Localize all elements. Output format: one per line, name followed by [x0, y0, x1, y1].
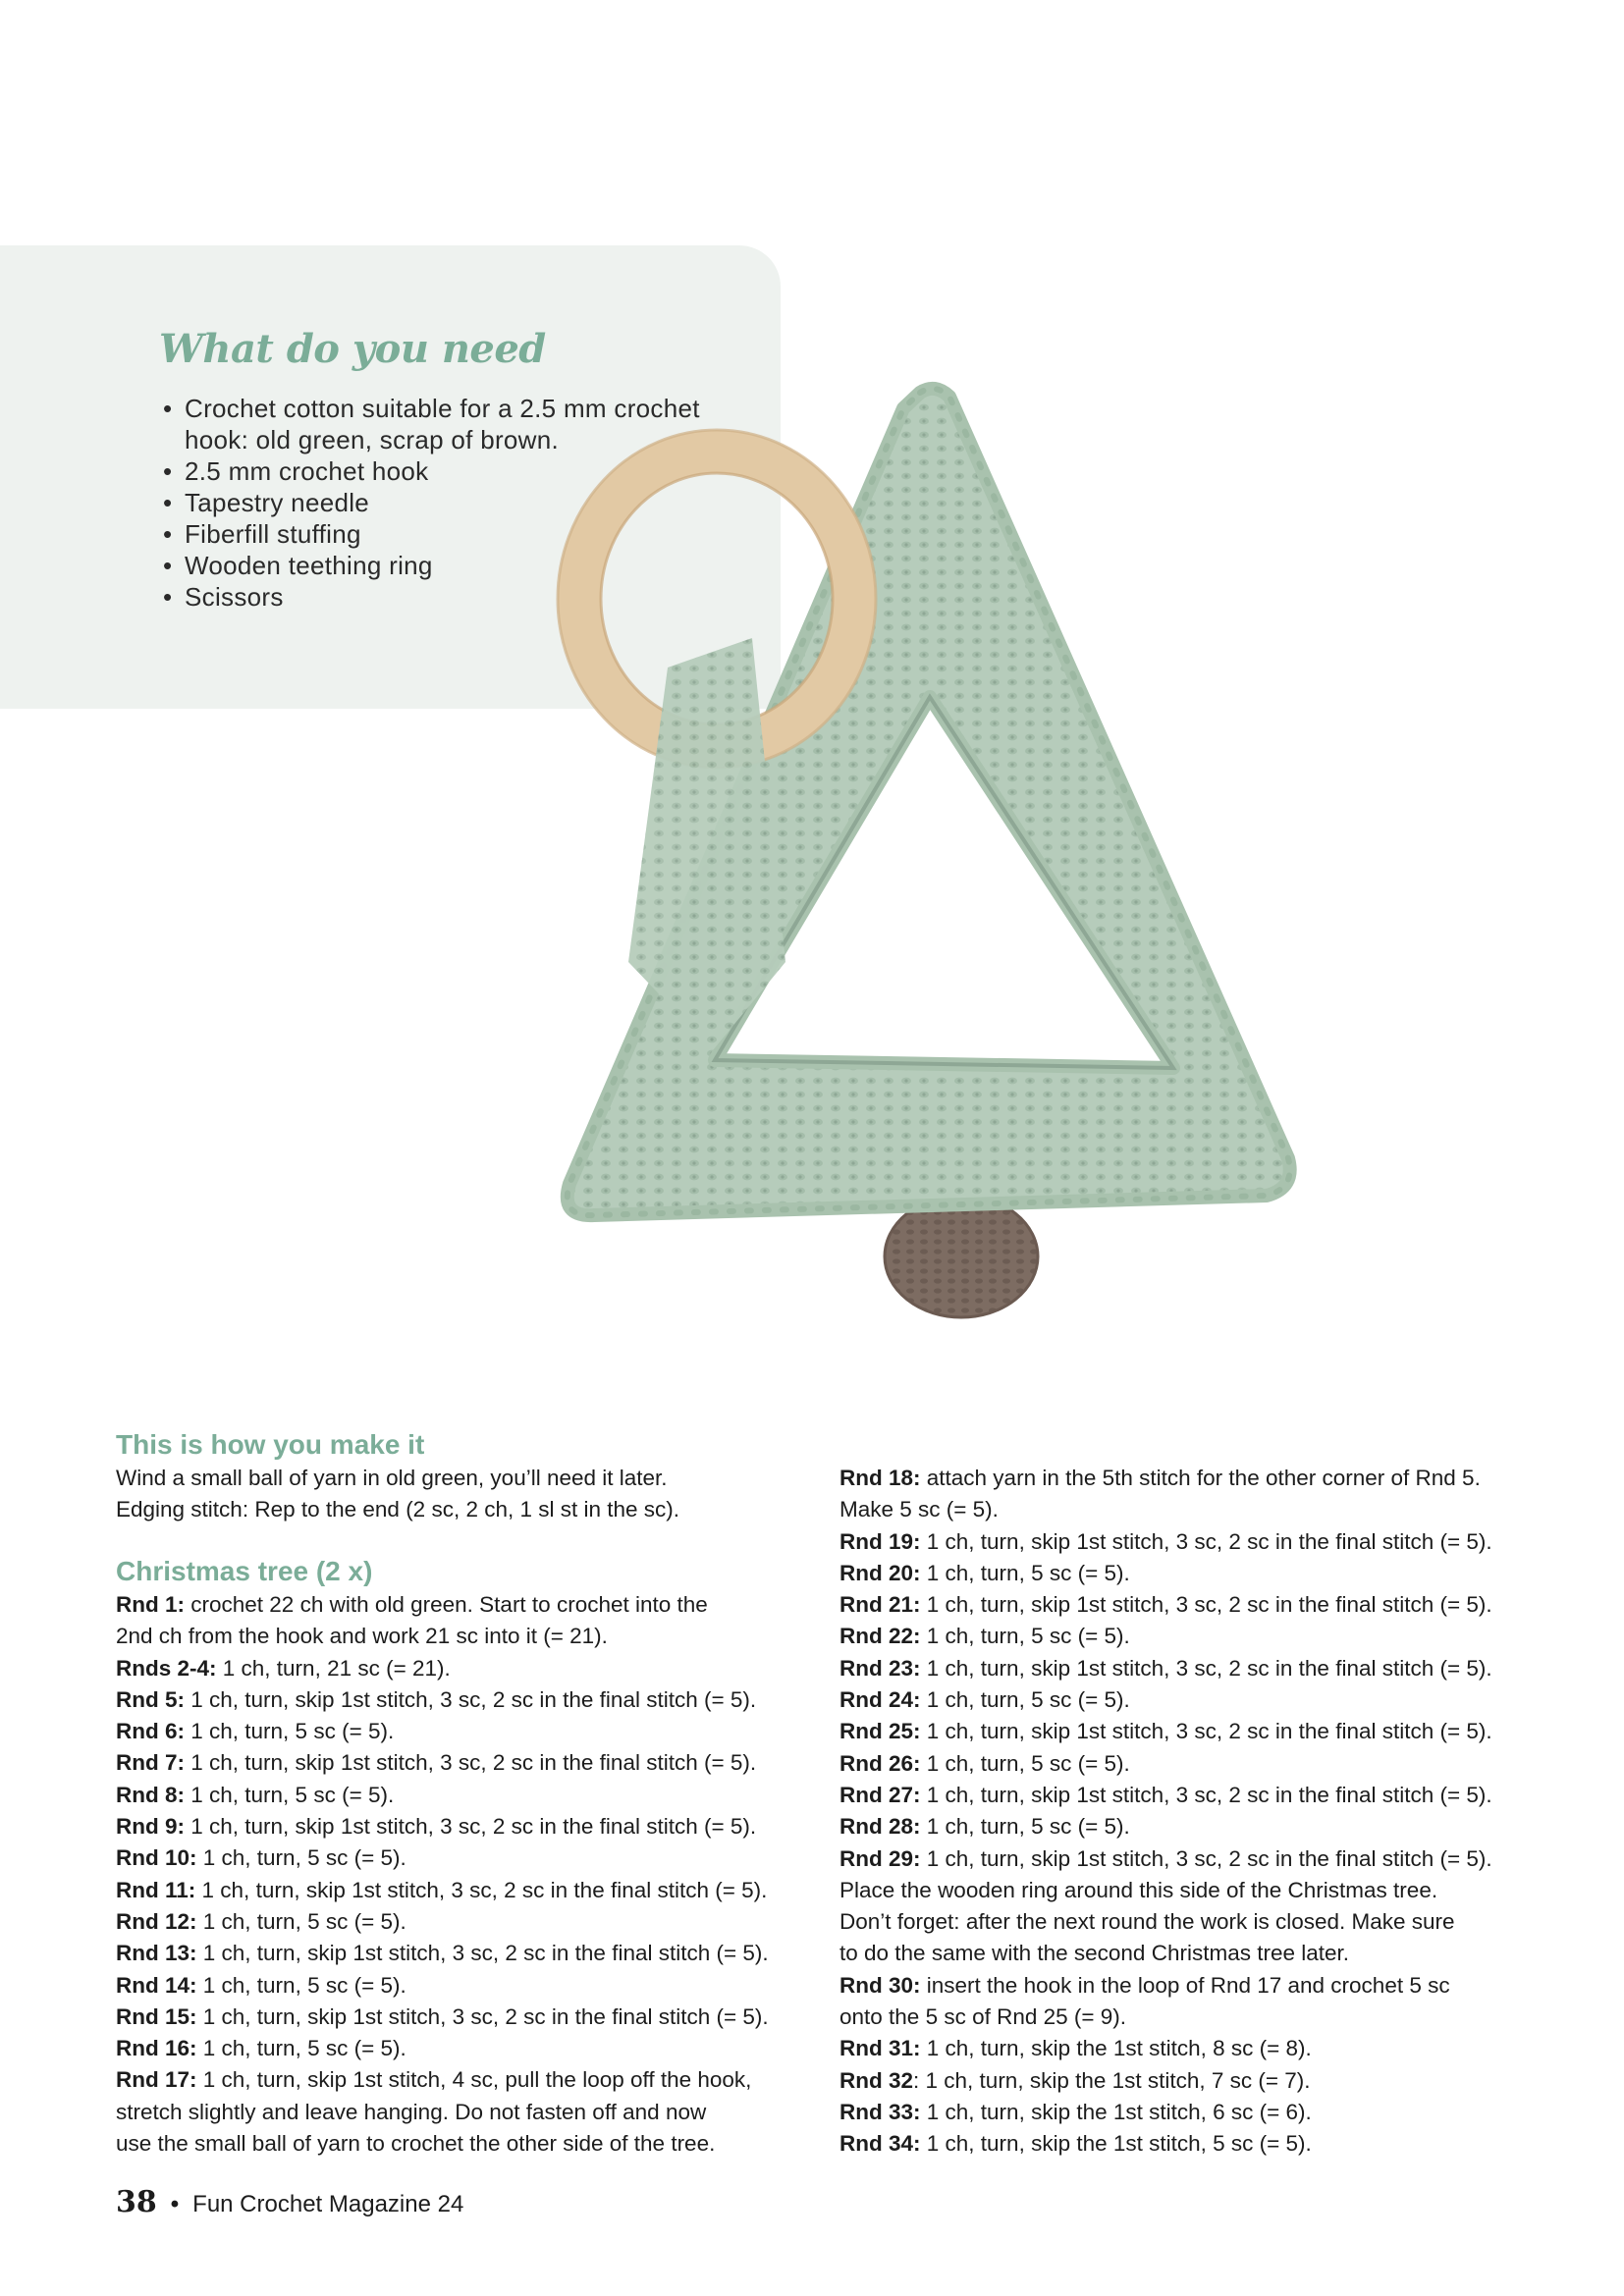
round-label: Rnd 33:: [839, 2099, 921, 2124]
tree-instructions: [116, 1589, 769, 2160]
instruction-line: [839, 1558, 1492, 1589]
round-label: Rnd 16:: [116, 2036, 197, 2061]
round-text: 1 ch, turn, skip the 1st stitch, 5 sc (= 5).: [920, 2131, 1312, 2157]
instruction-line: [839, 1970, 1492, 2002]
round-text: 1 ch, turn, 5 sc (= 5).: [196, 1908, 406, 1934]
instruction-line: [116, 2002, 769, 2033]
round-label: Rnd 17:: [116, 2067, 197, 2093]
instruction-line: [116, 1970, 769, 2002]
instruction-line: [116, 1621, 769, 1652]
instruction-line: [839, 1621, 1492, 1652]
instruction-line: [839, 1653, 1492, 1684]
materials-item: • Tapestry needle: [163, 487, 752, 518]
instruction-line: [839, 1843, 1492, 1875]
instruction-line: [839, 1684, 1492, 1716]
round-text: 1 ch, turn, skip 1st stitch, 4 sc, pull the loop off the hook,: [196, 2067, 752, 2093]
method-line: Wind a small ball of yarn in old green, you’ll need it later.: [116, 1466, 668, 1490]
round-text: 1 ch, turn, 5 sc (= 5).: [185, 1782, 395, 1807]
instruction-line: [116, 1589, 769, 1621]
instruction-line: [116, 1938, 769, 1969]
round-label: Rnd 11:: [116, 1877, 196, 1902]
materials-title: What do you need: [159, 326, 546, 372]
round-text: 1 ch, turn, skip 1st stitch, 3 sc, 2 sc in the final stitch (= 5).: [185, 1686, 757, 1712]
round-text: 1 ch, turn, skip 1st stitch, 3 sc, 2 sc in the final stitch (= 5).: [195, 1877, 768, 1902]
materials-item: • Fiberfill stuffing: [163, 518, 752, 550]
round-text: 2nd ch from the hook and work 21 sc into it (= 21).: [116, 1624, 608, 1649]
instruction-line: [116, 1684, 769, 1716]
round-text: 1 ch, turn, 5 sc (= 5).: [196, 1845, 406, 1871]
crochet-tree-photo: [491, 373, 1375, 1404]
round-text: 1 ch, turn, 5 sc (= 5).: [196, 2036, 406, 2061]
round-label: Rnd 29:: [839, 1845, 921, 1871]
round-label: Rnd 25:: [839, 1719, 921, 1744]
materials-item: • Crochet cotton suitable for a 2.5 mm crochet hook: old green, scrap of brown.: [163, 393, 752, 455]
materials-item: • Scissors: [163, 581, 752, 613]
section-heading-tree: Christmas tree (2 x): [116, 1556, 373, 1586]
round-text: 1 ch, turn, 5 sc (= 5).: [920, 1624, 1130, 1649]
round-text: 1 ch, turn, skip 1st stitch, 3 sc, 2 sc in the final stitch (= 5).: [920, 1655, 1492, 1681]
instruction-line: [116, 1716, 769, 1747]
round-label: Rnd 28:: [839, 1814, 921, 1840]
instruction-line: [116, 2097, 769, 2128]
round-text: Place the wooden ring around this side of the Christmas tree.: [839, 1877, 1438, 1902]
round-text: onto the 5 sc of Rnd 25 (= 9).: [839, 2004, 1127, 2030]
round-label: Rnd 9:: [116, 1814, 185, 1840]
materials-item: • 2.5 mm crochet hook: [163, 455, 752, 487]
round-text: 1 ch, turn, skip 1st stitch, 3 sc, 2 sc in the final stitch (= 5).: [920, 1528, 1492, 1554]
instruction-line: [116, 1747, 769, 1779]
materials-item: • Wooden teething ring: [163, 550, 752, 581]
round-text: 1 ch, turn, skip 1st stitch, 3 sc, 2 sc in the final stitch (= 5).: [920, 1845, 1492, 1871]
instruction-line: [839, 1906, 1492, 1938]
round-label: Rnd 26:: [839, 1750, 921, 1776]
instruction-line: [839, 1938, 1492, 1969]
round-label: Rnd 32: [839, 2067, 914, 2093]
round-label: Rnd 19:: [839, 1528, 921, 1554]
instruction-line: [116, 1780, 769, 1811]
round-label: Rnd 1:: [116, 1592, 185, 1617]
round-text: 1 ch, turn, skip 1st stitch, 3 sc, 2 sc in the final stitch (= 5).: [196, 2003, 769, 2029]
round-text: stretch slightly and leave hanging. Do not fasten off and now: [116, 2099, 707, 2124]
round-text: attach yarn in the 5th stitch for the other corner of Rnd 5.: [920, 1466, 1481, 1490]
page-footer: [116, 2185, 463, 2219]
instruction-line: [839, 2128, 1492, 2160]
instruction-line: [839, 2033, 1492, 2064]
round-label: Rnd 22:: [839, 1624, 921, 1649]
instruction-line: [839, 1875, 1492, 1906]
round-text: 1 ch, turn, skip 1st stitch, 3 sc, 2 sc in the final stitch (= 5).: [920, 1782, 1492, 1807]
instruction-line: [116, 1906, 769, 1938]
round-label: Rnd 31:: [839, 2036, 921, 2061]
round-text: to do the same with the second Christmas tree later.: [839, 1941, 1350, 1966]
instruction-line: [116, 1875, 769, 1906]
round-text: insert the hook in the loop of Rnd 17 and crochet 5 sc: [920, 1972, 1450, 1998]
round-label: Rnd 15:: [116, 2003, 197, 2029]
round-label: Rnd 6:: [116, 1719, 185, 1744]
method-line: Edging stitch: Rep to the end (2 sc, 2 ch, 1 sl st in the sc).: [116, 1497, 680, 1522]
instruction-line: [116, 1811, 769, 1842]
round-text: 1 ch, turn, 5 sc (= 5).: [920, 1814, 1130, 1840]
round-label: Rnd 8:: [116, 1782, 185, 1807]
instruction-line: [839, 1748, 1492, 1780]
instruction-line: [839, 1811, 1492, 1842]
round-text: crochet 22 ch with old green. Start to crochet into the: [185, 1592, 708, 1617]
round-text: 1 ch, turn, skip the 1st stitch, 8 sc (= 8).: [920, 2036, 1312, 2061]
round-label: Rnd 23:: [839, 1655, 921, 1681]
magazine-title: Fun Crochet Magazine 24: [192, 2191, 464, 2217]
round-text: Make 5 sc (= 5).: [839, 1497, 999, 1522]
round-label: Rnd 27:: [839, 1782, 921, 1807]
round-text: use the small ball of yarn to crochet the other side of the tree.: [116, 2131, 716, 2157]
instruction-line: [116, 2064, 769, 2096]
instruction-line: [116, 2128, 769, 2160]
instruction-line: [116, 2033, 769, 2064]
instruction-line: [839, 2065, 1492, 2097]
round-label: Rnd 21:: [839, 1592, 921, 1618]
round-label: Rnd 10:: [116, 1845, 197, 1871]
round-text: 1 ch, turn, 5 sc (= 5).: [920, 1560, 1130, 1585]
round-label: Rnd 34:: [839, 2131, 921, 2157]
round-text: 1 ch, turn, skip 1st stitch, 3 sc, 2 sc in the final stitch (= 5).: [920, 1719, 1492, 1744]
round-text: 1 ch, turn, 5 sc (= 5).: [196, 1972, 406, 1998]
trunk: [885, 1196, 1038, 1317]
instruction-line: [839, 1526, 1492, 1558]
round-label: Rnd 5:: [116, 1686, 185, 1712]
instruction-line: [839, 1716, 1492, 1747]
instruction-line: [839, 1589, 1492, 1621]
page-number: 38: [116, 2185, 157, 2219]
round-text: Don’t forget: after the next round the work is closed. Make sure: [839, 1909, 1455, 1935]
footer-separator: •: [170, 2191, 180, 2217]
round-label: Rnd 20:: [839, 1560, 921, 1585]
instruction-line: [839, 1494, 1492, 1525]
instruction-line: [839, 2097, 1492, 2128]
round-text: 1 ch, turn, skip 1st stitch, 3 sc, 2 sc in the final stitch (= 5).: [185, 1750, 757, 1776]
round-label: Rnd 24:: [839, 1687, 921, 1713]
round-text: 1 ch, turn, skip the 1st stitch, 6 sc (= 6).: [920, 2099, 1312, 2124]
instruction-line: [839, 2002, 1492, 2033]
round-label: Rnd 14:: [116, 1972, 197, 1998]
instruction-line: [116, 1842, 769, 1874]
round-label: Rnd 12:: [116, 1908, 197, 1934]
round-label: Rnd 13:: [116, 1941, 197, 1966]
round-text: 1 ch, turn, 5 sc (= 5).: [920, 1687, 1130, 1713]
round-text: : 1 ch, turn, skip the 1st stitch, 7 sc (= 7).: [913, 2067, 1311, 2093]
instruction-line: [116, 1653, 769, 1684]
instruction-line: [839, 1463, 1492, 1494]
round-label: Rnd 30:: [839, 1972, 921, 1998]
tree-instructions-continued: [839, 1463, 1492, 2161]
round-label: Rnds 2-4:: [116, 1655, 217, 1681]
round-label: Rnd 7:: [116, 1750, 185, 1776]
round-text: 1 ch, turn, skip 1st stitch, 3 sc, 2 sc in the final stitch (= 5).: [196, 1941, 769, 1966]
round-text: 1 ch, turn, 21 sc (= 21).: [216, 1655, 451, 1681]
round-label: Rnd 18:: [839, 1466, 921, 1490]
round-text: 1 ch, turn, 5 sc (= 5).: [185, 1719, 395, 1744]
instruction-line: [839, 1780, 1492, 1811]
section-heading-method: This is how you make it: [116, 1429, 425, 1460]
round-text: 1 ch, turn, skip 1st stitch, 3 sc, 2 sc in the final stitch (= 5).: [185, 1814, 757, 1840]
round-text: 1 ch, turn, skip 1st stitch, 3 sc, 2 sc in the final stitch (= 5).: [920, 1592, 1492, 1618]
method-intro: [116, 1463, 679, 1526]
round-text: 1 ch, turn, 5 sc (= 5).: [920, 1750, 1130, 1776]
